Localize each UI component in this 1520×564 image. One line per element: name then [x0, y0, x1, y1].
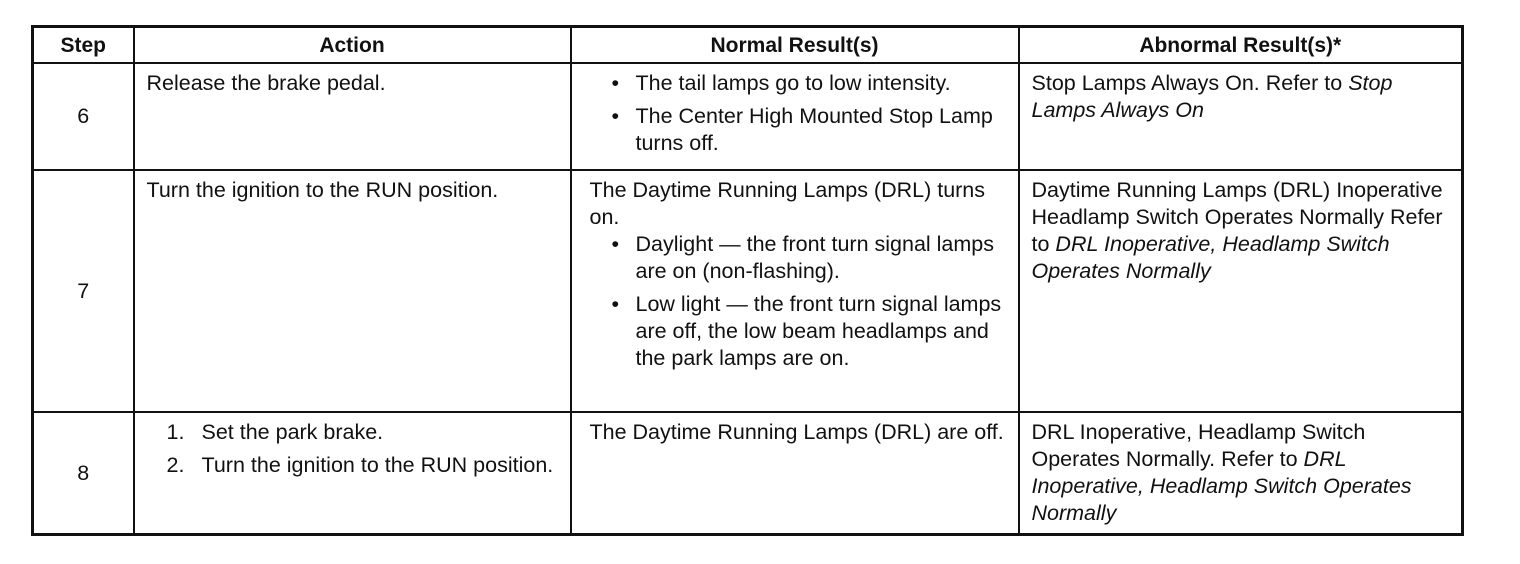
step-number: 6: [33, 63, 134, 170]
action-cell: [134, 170, 571, 412]
step-list-number: 2.: [166, 453, 185, 477]
header-action: Action: [134, 27, 571, 64]
reference-link[interactable]: DRL Inoperative, Headlamp Switch Operates Normally: [1031, 447, 1412, 525]
step-list-text: Set the park brake.: [201, 420, 384, 444]
list-item: • Low light — the front turn signal lamps are off, the low beam headlamps and the park lamps are on.: [590, 291, 1006, 372]
normal-result-cell: [571, 63, 1019, 170]
step-number: 7: [33, 170, 134, 412]
action-cell: [134, 63, 571, 170]
list-item: • The Center High Mounted Stop Lamp turns off.: [590, 103, 1006, 157]
step-list-text: Turn the ignition to the RUN position.: [201, 453, 554, 477]
diagnostic-table: [31, 25, 1464, 536]
normal-result-list: [590, 231, 1006, 372]
header-normal-results: Normal Result(s): [571, 27, 1019, 64]
reference-link[interactable]: Stop Lamps Always On: [1031, 71, 1393, 122]
abnormal-result-cell: [1019, 170, 1463, 412]
abnormal-text: DRL Inoperative, Headlamp Switch Operates Normally. Refer to: [1031, 420, 1366, 471]
normal-result-cell: [571, 170, 1019, 412]
list-item: [147, 452, 558, 479]
list-item: [147, 419, 558, 446]
header-abnormal-results: Abnormal Result(s)*: [1019, 27, 1463, 64]
abnormal-text: Stop Lamps Always On. Refer to: [1031, 71, 1343, 95]
abnormal-text: Daytime Running Lamps (DRL) Inoperative Headlamp Switch Operates Normally Refer to: [1031, 178, 1443, 256]
action-cell: [134, 412, 571, 535]
action-text: Turn the ignition to the RUN position.: [146, 178, 499, 202]
step-number: 8: [33, 412, 134, 535]
abnormal-result-cell: [1019, 63, 1463, 170]
list-item: • The tail lamps go to low intensity.: [590, 70, 1006, 97]
step-list-number: 1.: [166, 420, 185, 444]
reference-link[interactable]: DRL Inoperative, Headlamp Switch Operates Normally: [1031, 232, 1390, 283]
list-item: • Daylight — the front turn signal lamps are on (non-flashing).: [590, 231, 1006, 285]
normal-result-list: [590, 70, 1006, 157]
abnormal-result-cell: [1019, 412, 1463, 535]
header-step: Step: [33, 27, 134, 64]
normal-result-intro: The Daytime Running Lamps (DRL) are off.: [589, 420, 1004, 444]
action-step-list: [147, 419, 558, 479]
normal-result-cell: [571, 412, 1019, 535]
table-row-step-6: [33, 63, 1463, 170]
table-row-step-7: [33, 170, 1463, 412]
action-text: Release the brake pedal.: [146, 71, 386, 95]
normal-result-intro: The Daytime Running Lamps (DRL) turns on.: [589, 178, 986, 229]
table-row-step-8: [33, 412, 1463, 535]
header-row: [33, 27, 1463, 64]
